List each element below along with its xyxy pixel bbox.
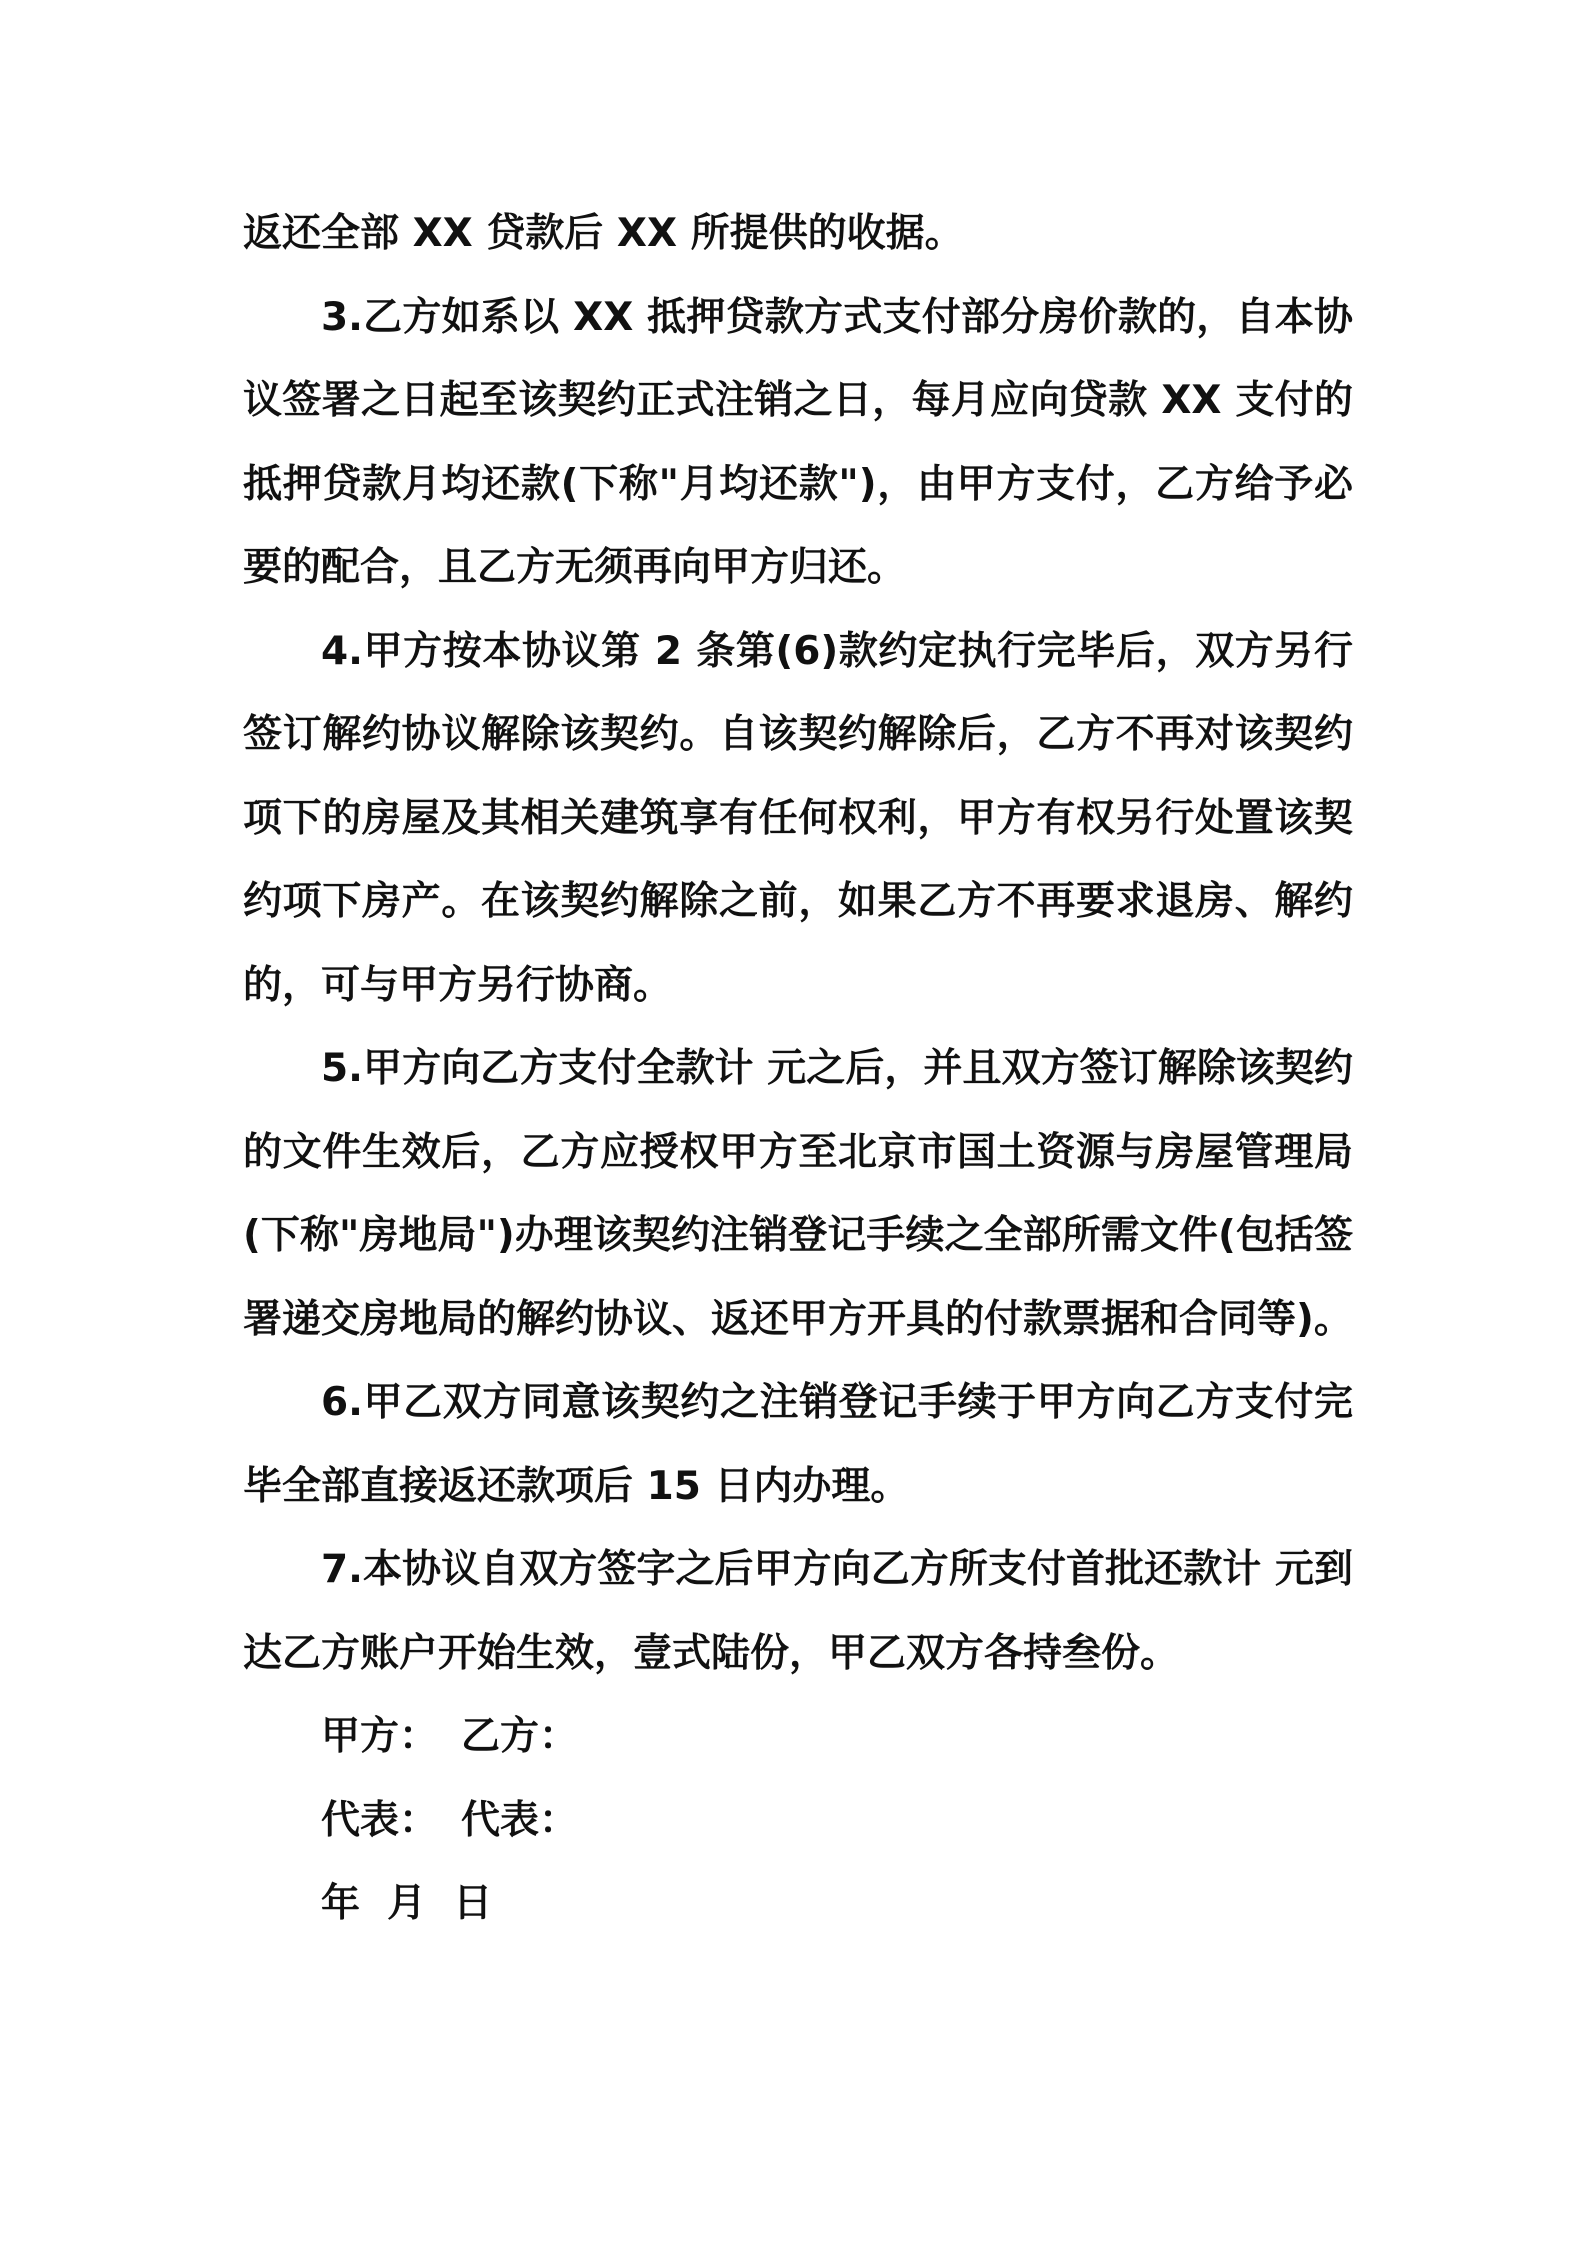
clause-4: 4.甲方按本协议第 2 条第(6)款约定执行完毕后，双方另行签订解约协议解除该契约。自该契约解除后，乙方不再对该契约项下的房屋及其相关建筑享有任何权利，甲方有权另行处置该契约项下房产。在该契约解除之前，如果乙方不再要求退房、解约的，可与甲方另行协商。 bbox=[243, 628, 1353, 1008]
clause-7: 7.本协议自双方签字之后甲方向乙方所支付首批还款计 元到达乙方账户开始生效，壹式陆份，甲乙双方各持叁份。 bbox=[243, 1547, 1353, 1676]
signature-date-line bbox=[243, 1862, 1353, 1946]
party-a-label: 甲方： bbox=[321, 1714, 439, 1759]
paragraph-continuation: 返还全部 XX 贷款后 XX 所提供的收据。 bbox=[243, 211, 964, 256]
clause-5: 5.甲方向乙方支付全款计 元之后，并且双方签订解除该契约的文件生效后，乙方应授权甲方至北京市国土资源与房屋管理局(下称"房地局")办理该契约注销登记手续之全部所需文件(包括签署递交房地局的解约协议、返还甲方开具的付款票据和合同等)。 bbox=[243, 1046, 1353, 1342]
clause-3: 3.乙方如系以 XX 抵押贷款方式支付部分房价款的，自本协议签署之日起至该契约正式注销之日，每月应向贷款 XX 支付的抵押贷款月均还款(下称"月均还款")，由甲方支付，乙方给予必要的配合，且乙方无须再向甲方归还。 bbox=[243, 294, 1353, 590]
document-body bbox=[243, 192, 1353, 1946]
signature-representative-line bbox=[243, 1779, 1353, 1863]
party-b-label: 乙方： bbox=[461, 1714, 579, 1759]
signature-party-line bbox=[243, 1695, 1353, 1779]
date-label: 年 月 日 bbox=[321, 1881, 493, 1926]
rep-b-label: 代表： bbox=[461, 1797, 579, 1843]
clause-6: 6.甲乙双方同意该契约之注销登记手续于甲方向乙方支付完毕全部直接返还款项后 15 日内办理。 bbox=[243, 1380, 1353, 1509]
rep-a-label: 代表： bbox=[321, 1797, 439, 1843]
